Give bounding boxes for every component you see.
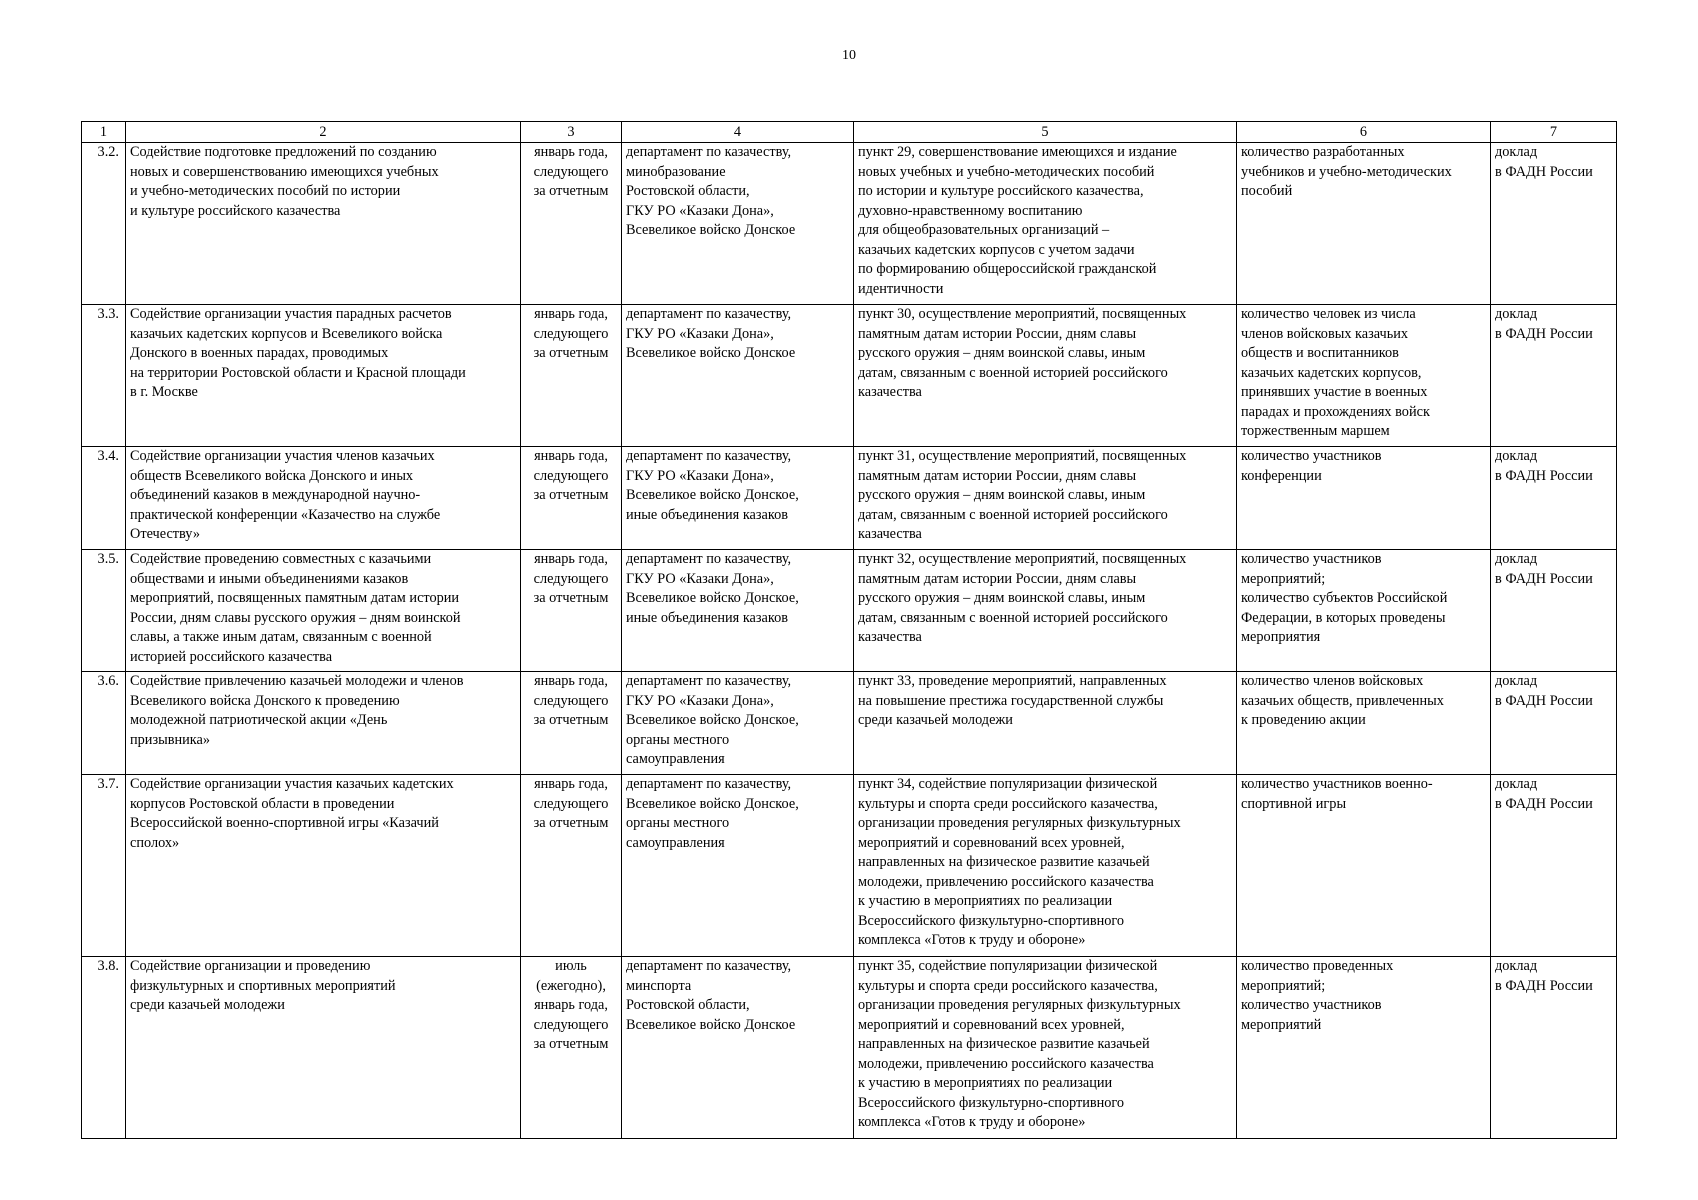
indicator-text: количество человек из числа членов войсковых казачьих обществ и воспитанников казачьих кадетских корпусов, принявших участие в военных парадах и прохождениях войск торжественным маршем: [1237, 305, 1491, 447]
indicator-text: количество разработанных учебников и учебно-методических пособий: [1237, 143, 1491, 305]
strategy-item-text: пункт 35, содействие популяризации физической культуры и спорта среди российского казачества, организации проведения регулярных физкультурных мероприятий и соревнований всех уровней, направленных на физическое развитие казачьей молодежи, привлечению российского казачества к участию в мероприятиях по реализации Всероссийского физкультурно-спортивного комплекса «Готов к труду и обороне»: [854, 957, 1237, 1139]
executors-text: департамент по казачеству, минспорта Ростовской области, Всевеликое войско Донское: [622, 957, 854, 1139]
strategy-item-text: пункт 32, осуществление мероприятий, посвященных памятным датам истории России, дням славы русского оружия – дням воинской славы, иным датам, связанным с военной историей российского казачества: [854, 550, 1237, 672]
term-text: январь года, следующего за отчетным: [521, 775, 622, 957]
header-row: [82, 122, 1617, 143]
term-text: январь года, следующего за отчетным: [521, 143, 622, 305]
item-number: 3.5.: [82, 550, 126, 672]
page-number: 10: [842, 48, 856, 63]
executors-text: департамент по казачеству, ГКУ РО «Казаки Дона», Всевеликое войско Донское, иные объединения казаков: [622, 550, 854, 672]
executors-text: департамент по казачеству, ГКУ РО «Казаки Дона», Всевеликое войско Донское, органы местного самоуправления: [622, 672, 854, 775]
report-text: доклад в ФАДН России: [1491, 550, 1617, 672]
table-row: [82, 143, 1617, 305]
column-header-1: 1: [82, 122, 126, 143]
term-text: январь года, следующего за отчетным: [521, 305, 622, 447]
table-row: [82, 775, 1617, 957]
action-text: Содействие организации и проведению физкультурных и спортивных мероприятий среди казачьей молодежи: [126, 957, 521, 1139]
executors-text: департамент по казачеству, ГКУ РО «Казаки Дона», Всевеликое войско Донское, иные объединения казаков: [622, 447, 854, 550]
item-number: 3.6.: [82, 672, 126, 775]
report-text: доклад в ФАДН России: [1491, 775, 1617, 957]
column-header-5: 5: [854, 122, 1237, 143]
column-header-7: 7: [1491, 122, 1617, 143]
table-row: [82, 550, 1617, 672]
plan-table: [81, 121, 1617, 1139]
action-text: Содействие организации участия казачьих кадетских корпусов Ростовской области в проведении Всероссийской военно-спортивной игры «Казачий сполох»: [126, 775, 521, 957]
executors-text: департамент по казачеству, Всевеликое войско Донское, органы местного самоуправления: [622, 775, 854, 957]
item-number: 3.7.: [82, 775, 126, 957]
strategy-item-text: пункт 31, осуществление мероприятий, посвященных памятным датам истории России, дням славы русского оружия – дням воинской славы, иным датам, связанным с военной историей российского казачества: [854, 447, 1237, 550]
action-text: Содействие организации участия членов казачьих обществ Всевеликого войска Донского и иных объединений казаков в международной научно- практической конференции «Казачество на службе Отечеству»: [126, 447, 521, 550]
table-row: [82, 957, 1617, 1139]
report-text: доклад в ФАДН России: [1491, 143, 1617, 305]
strategy-item-text: пункт 29, совершенствование имеющихся и издание новых учебных и учебно-методических пособий по истории и культуре российского казачества, духовно-нравственному воспитанию для общеобразовательных организаций – казачьих кадетских корпусов с учетом задачи по формированию общероссийской гражданской идентичности: [854, 143, 1237, 305]
item-number: 3.2.: [82, 143, 126, 305]
action-text: Содействие организации участия парадных расчетов казачьих кадетских корпусов и Всевеликого войска Донского в военных парадах, проводимых на территории Ростовской области и Красной площади в г. Москве: [126, 305, 521, 447]
table-row: [82, 672, 1617, 775]
report-text: доклад в ФАДН России: [1491, 305, 1617, 447]
strategy-item-text: пункт 33, проведение мероприятий, направленных на повышение престижа государственной службы среди казачьей молодежи: [854, 672, 1237, 775]
term-text: январь года, следующего за отчетным: [521, 447, 622, 550]
indicator-text: количество участников военно- спортивной игры: [1237, 775, 1491, 957]
term-text: январь года, следующего за отчетным: [521, 672, 622, 775]
action-text: Содействие подготовке предложений по созданию новых и совершенствованию имеющихся учебных и учебно-методических пособий по истории и культуре российского казачества: [126, 143, 521, 305]
term-text: январь года, следующего за отчетным: [521, 550, 622, 672]
column-header-3: 3: [521, 122, 622, 143]
report-text: доклад в ФАДН России: [1491, 447, 1617, 550]
indicator-text: количество участников мероприятий; количество субъектов Российской Федерации, в которых проведены мероприятия: [1237, 550, 1491, 672]
executors-text: департамент по казачеству, ГКУ РО «Казаки Дона», Всевеликое войско Донское: [622, 305, 854, 447]
indicator-text: количество участников конференции: [1237, 447, 1491, 550]
item-number: 3.4.: [82, 447, 126, 550]
report-text: доклад в ФАДН России: [1491, 672, 1617, 775]
report-text: доклад в ФАДН России: [1491, 957, 1617, 1139]
term-text: июль (ежегодно), январь года, следующего за отчетным: [521, 957, 622, 1139]
table-row: [82, 447, 1617, 550]
executors-text: департамент по казачеству, минобразование Ростовской области, ГКУ РО «Казаки Дона», Всевеликое войско Донское: [622, 143, 854, 305]
table-row: [82, 305, 1617, 447]
indicator-text: количество членов войсковых казачьих обществ, привлеченных к проведению акции: [1237, 672, 1491, 775]
item-number: 3.3.: [82, 305, 126, 447]
column-header-4: 4: [622, 122, 854, 143]
column-header-6: 6: [1237, 122, 1491, 143]
strategy-item-text: пункт 30, осуществление мероприятий, посвященных памятным датам истории России, дням славы русского оружия – дням воинской славы, иным датам, связанным с военной историей российского казачества: [854, 305, 1237, 447]
action-text: Содействие проведению совместных с казачьими обществами и иными объединениями казаков мероприятий, посвященных памятным датам истории России, дням славы русского оружия – дням воинской славы, а также иным датам, связанным с военной историей российского казачества: [126, 550, 521, 672]
strategy-item-text: пункт 34, содействие популяризации физической культуры и спорта среди российского казачества, организации проведения регулярных физкультурных мероприятий и соревнований всех уровней, направленных на физическое развитие казачьей молодежи, привлечению российского казачества к участию в мероприятиях по реализации Всероссийского физкультурно-спортивного комплекса «Готов к труду и обороне»: [854, 775, 1237, 957]
item-number: 3.8.: [82, 957, 126, 1139]
column-header-2: 2: [126, 122, 521, 143]
action-text: Содействие привлечению казачьей молодежи и членов Всевеликого войска Донского к проведению молодежной патриотической акции «День призывника»: [126, 672, 521, 775]
indicator-text: количество проведенных мероприятий; количество участников мероприятий: [1237, 957, 1491, 1139]
